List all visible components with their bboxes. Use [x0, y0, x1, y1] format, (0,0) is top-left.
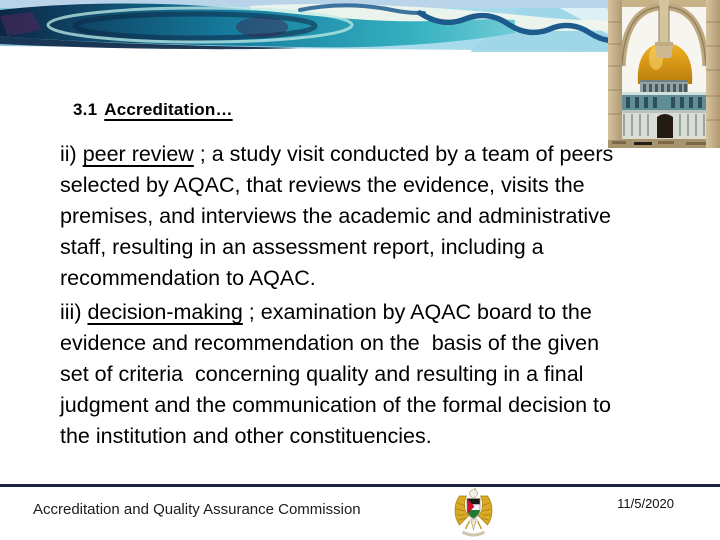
- body-text-line: judgment and the communication of the formal decision to: [60, 393, 611, 417]
- body-text-line: premises, and interviews the academic and administrative: [60, 204, 611, 228]
- eagle-emblem-art: [450, 487, 497, 539]
- body-text-line: the institution and other constituencies.: [60, 424, 432, 448]
- palestinian-coat-of-arms-emblem: [450, 487, 497, 539]
- body-text-line: set of criteria concerning quality and resulting in a final: [60, 362, 584, 386]
- title-text: Accreditation…: [104, 100, 233, 119]
- body-paragraph: [60, 297, 708, 452]
- slide-title: [73, 100, 233, 120]
- footer-organization-label: Accreditation and Quality Assurance Commission: [33, 501, 361, 518]
- body-text-line: recommendation to AQAC.: [60, 266, 316, 290]
- slide-body-text: [60, 139, 708, 455]
- dome-of-the-rock-art: [608, 0, 720, 148]
- body-text-line: evidence and recommendation on the basis of the given: [60, 331, 600, 355]
- dome-of-the-rock-photo: [608, 0, 720, 148]
- body-paragraph: [60, 139, 708, 294]
- body-text-line: selected by AQAC, that reviews the evidence, visits the: [60, 173, 585, 197]
- title-number: 3.1: [73, 100, 98, 119]
- footer-divider-line: [0, 484, 720, 487]
- body-text-line: staff, resulting in an assessment report, including a: [60, 235, 544, 259]
- footer-date: 11/5/2020: [617, 496, 674, 511]
- body-text-line: ii) peer review ; a study visit conducted by a team of peers: [60, 142, 614, 166]
- body-text-line: iii) decision-making ; examination by AQAC board to the: [60, 300, 592, 324]
